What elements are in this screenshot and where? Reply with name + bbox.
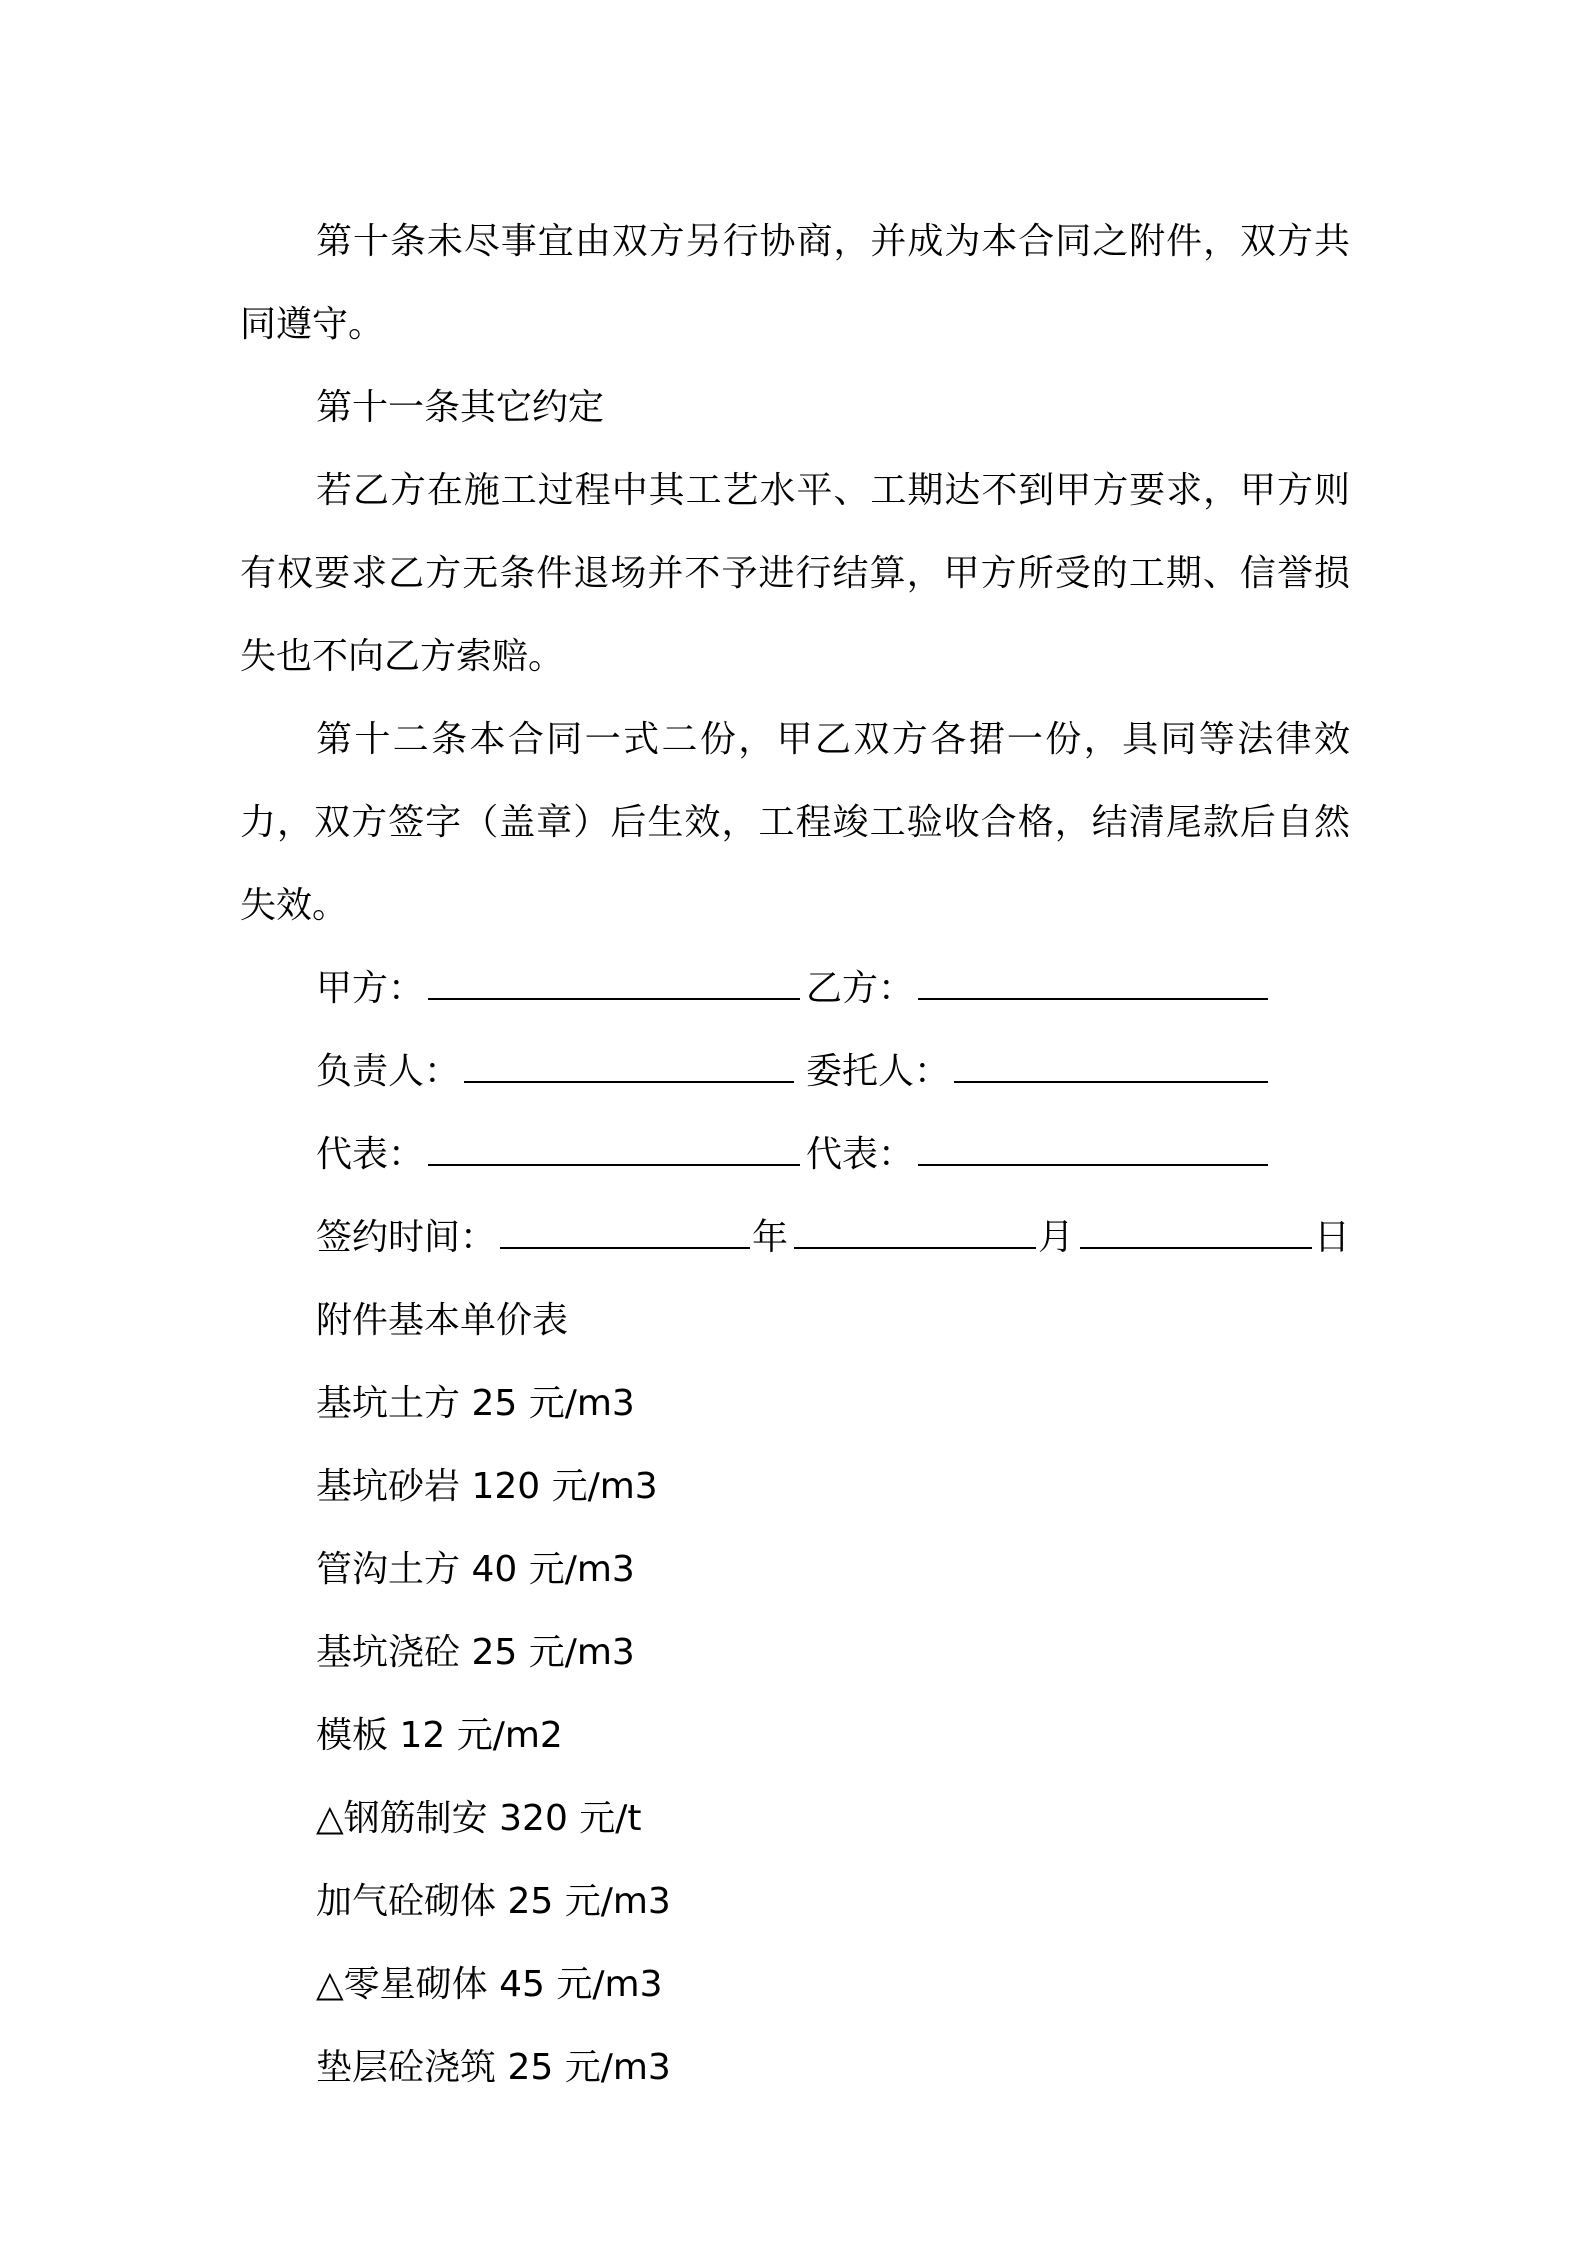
year-blank (500, 1217, 750, 1249)
clause-12: 第十二条本合同一式二份，甲乙双方各捃一份，具同等法律效力，双方签字（盖章）后生效，工程竣工验收合格，结清尾款后自然失效。 (240, 719, 1350, 926)
appendix-item: 模板 12 元/m2 (316, 1715, 563, 1756)
day-blank (1080, 1217, 1312, 1249)
responsible-field (316, 1030, 794, 1113)
rep-a-label: 代表： (316, 1134, 425, 1175)
signature-row-responsible (240, 1030, 1350, 1113)
month-blank (794, 1217, 1036, 1249)
appendix-item: 基坑浇砼 25 元/m3 (316, 1632, 635, 1673)
document-content (240, 200, 1350, 2109)
party-a-label: 甲方： (316, 968, 425, 1009)
responsible-blank (464, 1051, 794, 1083)
appendix-item: 基坑土方 25 元/m3 (316, 1383, 635, 1424)
party-a-blank (428, 968, 800, 1000)
month-unit: 月 (1038, 1217, 1075, 1258)
clause-11-title: 第十一条其它约定 (316, 387, 605, 428)
clause-10: 第十条未尽事宜由双方另行协商，并成为本合同之附件，双方共同遵守。 (240, 221, 1350, 345)
appendix-item: 垫层砼浇筑 25 元/m3 (316, 2047, 671, 2088)
appendix-title: 附件基本单价表 (316, 1300, 569, 1341)
clause-11-body: 若乙方在施工过程中其工艺水平、工期达不到甲方要求，甲方则有权要求乙方无条件退场并不予进行结算，甲方所受的工期、信誉损失也不向乙方索赔。 (240, 470, 1350, 677)
day-unit: 日 (1314, 1217, 1351, 1258)
party-b-blank (918, 968, 1268, 1000)
party-b-field (806, 947, 1268, 1030)
rep-b-blank (918, 1134, 1268, 1166)
year-unit: 年 (752, 1217, 789, 1258)
entrusted-label: 委托人： (806, 1051, 951, 1092)
rep-a-blank (428, 1134, 800, 1166)
rep-b-field (806, 1113, 1268, 1196)
appendix-item: 基坑砂岩 120 元/m3 (316, 1466, 658, 1507)
appendix-item: 管沟土方 40 元/m3 (316, 1549, 635, 1590)
party-a-field (316, 947, 800, 1030)
appendix-item: 加气砼砌体 25 元/m3 (316, 1881, 671, 1922)
rep-a-field (316, 1113, 800, 1196)
signing-date-label: 签约时间： (316, 1217, 497, 1258)
rep-b-label: 代表： (806, 1134, 915, 1175)
responsible-label: 负责人： (316, 1051, 461, 1092)
appendix-item: △钢筋制安 320 元/t (316, 1798, 642, 1839)
signature-row-parties (240, 947, 1350, 1030)
signing-date-row (240, 1196, 1350, 1279)
entrusted-field (806, 1030, 1268, 1113)
party-b-label: 乙方： (806, 968, 915, 1009)
entrusted-blank (954, 1051, 1268, 1083)
appendix-item: △零星砌体 45 元/m3 (316, 1964, 663, 2005)
signature-row-representatives (240, 1113, 1350, 1196)
